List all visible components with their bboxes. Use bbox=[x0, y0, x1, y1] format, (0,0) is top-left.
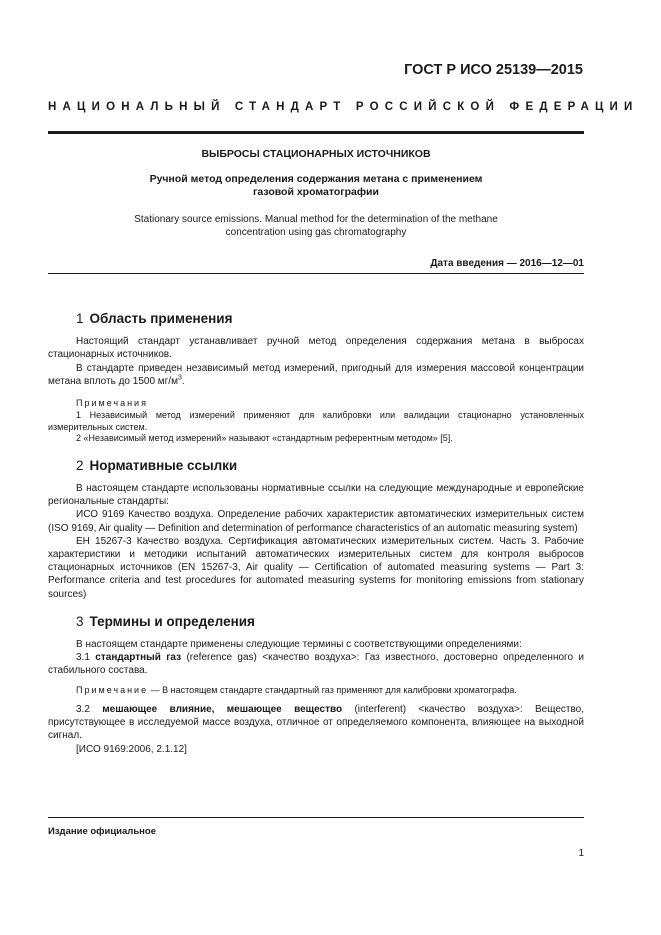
paragraph: В настоящем стандарте применены следующие термины с соответствующими определениями: bbox=[76, 638, 522, 650]
notes-heading: Примечания bbox=[76, 398, 148, 409]
section-1-heading bbox=[76, 312, 584, 325]
english-title bbox=[48, 213, 584, 239]
note-label: Примечание bbox=[76, 684, 149, 695]
term-name: стандартный газ bbox=[95, 652, 182, 664]
document-body bbox=[48, 312, 584, 756]
paragraph: Настоящий стандарт устанавливает ручной метод определения содержания метана в выбросах стационарных источников. bbox=[48, 336, 584, 361]
title-divider bbox=[48, 273, 584, 274]
paragraph: В настоящем стандарте использованы нормативные ссылки на следующие международные и европейские региональные стандарты: bbox=[48, 482, 584, 508]
section-title: Нормативные ссылки bbox=[89, 457, 238, 473]
term-name: мешающее влияние, мешающее вещество bbox=[102, 704, 343, 716]
section-number: 2 bbox=[76, 457, 84, 473]
subtitle-line-2: газовой хроматографии bbox=[253, 186, 379, 198]
paragraph-text: . bbox=[181, 375, 185, 387]
section-3-heading bbox=[76, 615, 584, 628]
english-title-line-2: concentration using gas chromatography bbox=[225, 227, 407, 238]
section-number: 3 bbox=[76, 613, 84, 629]
paragraph: ИСО 9169 Качество воздуха. Определение рабочих характеристик автоматических измерительных систем (ISO 9169, Air quality — Definition and determination of performance characteristics of an automatic measuring system) bbox=[48, 509, 584, 534]
term-number: 3.1 bbox=[76, 652, 90, 664]
term-note bbox=[48, 685, 584, 697]
section-title: Термины и определения bbox=[89, 613, 255, 629]
footer-divider bbox=[48, 817, 584, 818]
page-number: 1 bbox=[578, 848, 584, 859]
document-title: ВЫБРОСЫ СТАЦИОНАРНЫХ ИСТОЧНИКОВ bbox=[201, 148, 431, 160]
paragraph-text: В стандарте приведен независимый метод измерений, пригодный для измерения массовой концентрации метана вплоть до 1500 мг/м bbox=[48, 362, 584, 387]
section-number: 1 bbox=[76, 311, 84, 326]
national-standard-heading: НАЦИОНАЛЬНЫЙ СТАНДАРТ РОССИЙСКОЙ ФЕДЕРАЦИИ bbox=[48, 101, 639, 113]
paragraph: ЕН 15267-3 Качество воздуха. Сертификация автоматических измерительных систем. Часть 3. Рабочие характеристики и методики испытаний автоматических измерительных систем для контроля выбросов стационарных источников (EN 15267-3, Air quality — Certification of automated measuring systems — Part 3: Performance criteria and test procedures for automated measuring systems for monitoring emissions from stationary sources) bbox=[48, 535, 584, 600]
note-item: 2 «Независимый метод измерений» называют «стандартным референтным методом» [5]. bbox=[76, 433, 453, 444]
term-text: (reference gas) <качество воздуха>: Газ известного, достоверно определенного и стабильного состава. bbox=[48, 652, 584, 677]
term-number: 3.2 bbox=[76, 704, 90, 716]
term-text: (interferent) <качество воздуха>: Вещество, присутствующее в исследуемой массе воздуха, отличное от определяемого компонента, влияющее на выходной сигнал. bbox=[48, 704, 584, 742]
introduction-date: Дата введения — 2016—12—01 bbox=[430, 258, 584, 269]
superscript: 3 bbox=[177, 374, 182, 382]
standard-code: ГОСТ Р ИСО 25139—2015 bbox=[404, 62, 583, 78]
subtitle-line-1: Ручной метод определения содержания метана с применением bbox=[149, 173, 483, 185]
section-2-heading bbox=[76, 459, 584, 472]
official-edition-label: Издание официальное bbox=[48, 826, 156, 837]
english-title-line-1: Stationary source emissions. Manual method for the determination of the methane bbox=[134, 214, 498, 225]
note-text: — В настоящем стандарте стандартный газ применяют для калибровки хроматографа. bbox=[148, 684, 517, 695]
header-divider bbox=[48, 131, 584, 134]
term-reference: [ИСО 9169:2006, 2.1.12] bbox=[76, 743, 187, 755]
paragraph bbox=[48, 362, 584, 388]
note-item: 1 Независимый метод измерений применяют для калибровки или валидации стационарно установленных измерительных систем. bbox=[48, 410, 584, 432]
term-definition bbox=[48, 651, 584, 677]
term-definition bbox=[48, 703, 584, 743]
document-subtitle bbox=[48, 173, 584, 199]
section-title: Область применения bbox=[89, 311, 233, 326]
